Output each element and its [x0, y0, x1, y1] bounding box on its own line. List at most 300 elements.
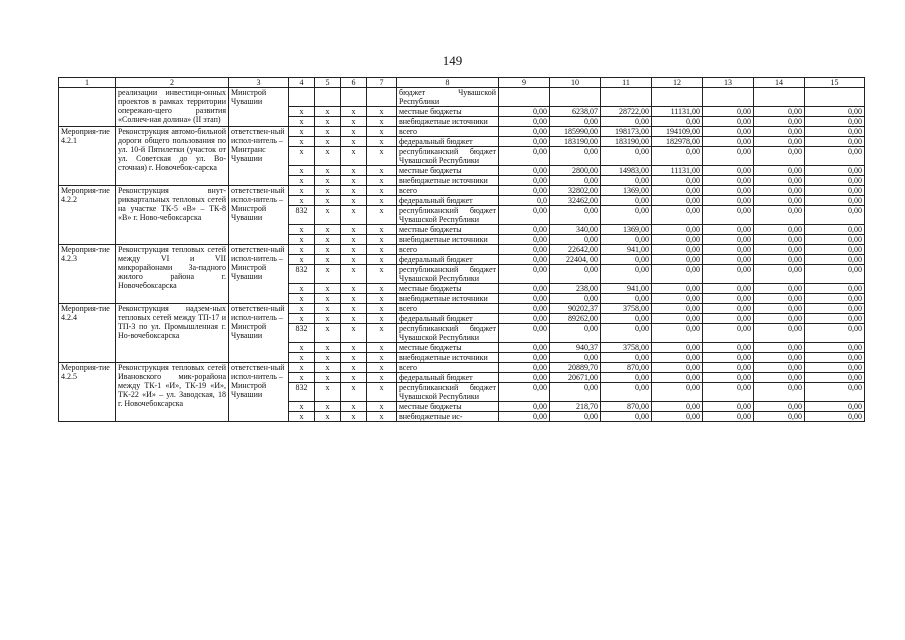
amount-cell: 0,00 [754, 107, 805, 117]
amount-cell: 0,00 [805, 255, 865, 265]
amount-cell: 14983,00 [601, 166, 652, 176]
budget-code-cell: x [367, 245, 397, 255]
amount-cell: 0,00 [703, 186, 754, 196]
budget-code-cell: x [341, 137, 367, 147]
amount-cell: 0,00 [703, 383, 754, 402]
budget-code-cell: x [315, 363, 341, 373]
amount-cell: 0,00 [601, 353, 652, 363]
amount-cell: 0,00 [754, 353, 805, 363]
budget-code-cell: x [341, 284, 367, 294]
budget-code-cell: x [315, 343, 341, 353]
budget-code-cell [315, 88, 341, 107]
amount-cell: 0,00 [805, 284, 865, 294]
amount-cell: 0,00 [703, 314, 754, 324]
amount-cell: 0,00 [754, 206, 805, 225]
budget-code-cell: x [341, 225, 367, 235]
amount-cell: 0,00 [754, 304, 805, 314]
amount-cell: 0,00 [601, 147, 652, 166]
amount-cell: 0,00 [499, 166, 550, 176]
budget-code-cell: x [289, 412, 315, 422]
amount-cell: 0,00 [703, 343, 754, 353]
amount-cell: 6238,07 [550, 107, 601, 117]
amount-cell: 0,00 [805, 324, 865, 343]
amount-cell: 0,00 [499, 324, 550, 343]
amount-cell: 0,00 [754, 147, 805, 166]
table-row [59, 127, 865, 137]
funding-source: республиканский бюджет Чувашской Республики [397, 265, 499, 284]
amount-cell: 32802,00 [550, 186, 601, 196]
budget-code-cell: x [367, 265, 397, 284]
amount-cell: 0,00 [499, 284, 550, 294]
amount-cell: 0,00 [652, 176, 703, 186]
measure-number: Мероприя-тие 4.2.3 [59, 245, 116, 304]
budget-code-cell: x [367, 383, 397, 402]
amount-cell: 0,00 [652, 255, 703, 265]
amount-cell: 0,00 [499, 127, 550, 137]
amount-cell: 0,00 [601, 235, 652, 245]
amount-cell: 0,00 [805, 235, 865, 245]
amount-cell: 0,00 [703, 363, 754, 373]
budget-code-cell: x [341, 304, 367, 314]
budget-code-cell: x [315, 206, 341, 225]
amount-cell: 11131,00 [652, 107, 703, 117]
budget-code-cell: x [315, 353, 341, 363]
amount-cell: 0,00 [703, 412, 754, 422]
amount-cell: 0,00 [652, 117, 703, 127]
amount-cell: 940,37 [550, 343, 601, 353]
amount-cell: 0,00 [754, 186, 805, 196]
amount-cell: 0,00 [703, 373, 754, 383]
funding-source: федеральный бюджет [397, 255, 499, 265]
amount-cell: 0,00 [499, 186, 550, 196]
amount-cell: 0,00 [703, 304, 754, 314]
amount-cell: 0,00 [805, 294, 865, 304]
budget-code-cell: x [315, 176, 341, 186]
funding-source: всего [397, 186, 499, 196]
amount-cell: 194109,00 [652, 127, 703, 137]
amount-cell: 0,00 [754, 314, 805, 324]
funding-source: федеральный бюджет [397, 373, 499, 383]
amount-cell: 0,00 [805, 383, 865, 402]
amount-cell: 0,00 [601, 373, 652, 383]
measure-number: Мероприя-тие 4.2.2 [59, 186, 116, 245]
table-row [59, 363, 865, 373]
budget-code-cell: x [289, 343, 315, 353]
budget-code-cell: x [367, 117, 397, 127]
budget-code-cell: x [315, 147, 341, 166]
amount-cell: 0,00 [601, 324, 652, 343]
amount-cell: 870,00 [601, 363, 652, 373]
amount-cell: 0,00 [805, 166, 865, 176]
column-number-cell: 14 [754, 78, 805, 88]
budget-code-cell: x [289, 373, 315, 383]
amount-cell: 198173,00 [601, 127, 652, 137]
budget-code-cell: x [341, 314, 367, 324]
budget-code-cell: x [289, 353, 315, 363]
amount-cell: 0,00 [550, 147, 601, 166]
budget-code-cell: x [289, 284, 315, 294]
amount-cell: 0,00 [499, 314, 550, 324]
amount-cell: 0,00 [499, 294, 550, 304]
budget-code-cell: x [315, 304, 341, 314]
amount-cell: 182978,00 [652, 137, 703, 147]
funding-source: местные бюджеты [397, 107, 499, 117]
amount-cell: 0,00 [805, 186, 865, 196]
responsible-executor: Минстрой Чувашии [229, 88, 289, 127]
column-number-cell: 7 [367, 78, 397, 88]
table-row [59, 88, 865, 107]
funding-source: республиканский бюджет Чувашской Республики [397, 324, 499, 343]
amount-cell: 185990,00 [550, 127, 601, 137]
amount-cell: 0,00 [550, 206, 601, 225]
amount-cell: 0,00 [601, 265, 652, 284]
measure-description: реализации инвестици-онных проектов в рамках территории опережаю-щего развития «Солнеч-ная долина» (II этап) [116, 88, 229, 127]
amount-cell: 0,00 [499, 373, 550, 383]
amount-cell: 0,00 [703, 284, 754, 294]
amount-cell: 183190,00 [550, 137, 601, 147]
amount-cell: 0,00 [703, 176, 754, 186]
amount-cell: 0,00 [550, 176, 601, 186]
amount-cell: 0,00 [499, 402, 550, 412]
amount-cell: 0,00 [550, 383, 601, 402]
budget-code-cell: x [341, 294, 367, 304]
column-number-cell: 10 [550, 78, 601, 88]
amount-cell: 0,00 [703, 353, 754, 363]
amount-cell: 0,00 [754, 245, 805, 255]
amount-cell: 0,00 [754, 383, 805, 402]
budget-code-cell: x [367, 147, 397, 166]
amount-cell: 0,00 [550, 265, 601, 284]
budget-code-cell: x [341, 196, 367, 206]
amount-cell: 0,0 [499, 196, 550, 206]
budget-code-cell: x [315, 235, 341, 245]
budget-code-cell: x [289, 117, 315, 127]
budget-code-cell: x [341, 255, 367, 265]
amount-cell: 0,00 [652, 373, 703, 383]
budget-code-cell: x [367, 225, 397, 235]
amount-cell: 0,00 [805, 363, 865, 373]
amount-cell: 0,00 [754, 402, 805, 412]
measure-description: Реконструкция тепловых сетей Ивановского мик-рорайона между ТК-1 «И», ТК-19 «И», ТК-22 «И» – ул. Заводская, 18 г. Новочебоксарска [116, 363, 229, 422]
amount-cell: 0,00 [499, 245, 550, 255]
budget-table [58, 77, 865, 422]
column-number-cell: 12 [652, 78, 703, 88]
budget-code-cell: x [367, 186, 397, 196]
amount-cell: 0,00 [652, 412, 703, 422]
amount-cell: 90202,37 [550, 304, 601, 314]
amount-cell: 0,00 [754, 166, 805, 176]
budget-code-cell: x [341, 353, 367, 363]
budget-code-cell: x [367, 196, 397, 206]
amount-cell: 22642,00 [550, 245, 601, 255]
column-number-cell: 1 [59, 78, 116, 88]
amount-cell: 0,00 [703, 127, 754, 137]
amount-cell: 0,00 [805, 373, 865, 383]
amount-cell: 0,00 [652, 314, 703, 324]
amount-cell: 0,00 [652, 294, 703, 304]
amount-cell: 0,00 [601, 412, 652, 422]
budget-code-cell: x [367, 412, 397, 422]
measure-description: Реконструкция надзем-ных тепловых сетей между ТП-17 и ТП-3 по ул. Промышленная г. Но-вочебоксарска [116, 304, 229, 363]
funding-source: федеральный бюджет [397, 196, 499, 206]
measure-number: Мероприя-тие 4.2.5 [59, 363, 116, 422]
column-number-cell: 15 [805, 78, 865, 88]
amount-cell: 0,00 [550, 117, 601, 127]
amount-cell: 0,00 [754, 127, 805, 137]
budget-code-cell: x [367, 402, 397, 412]
budget-code-cell: x [315, 137, 341, 147]
amount-cell: 0,00 [703, 265, 754, 284]
funding-source: федеральный бюджет [397, 314, 499, 324]
amount-cell: 89262,00 [550, 314, 601, 324]
column-number-cell: 11 [601, 78, 652, 88]
table-row [59, 186, 865, 196]
amount-cell: 0,00 [805, 353, 865, 363]
budget-code-cell: x [341, 265, 367, 284]
budget-code-cell: x [367, 373, 397, 383]
budget-code-cell: x [367, 324, 397, 343]
budget-code-cell: x [315, 265, 341, 284]
funding-source: внебюджетные ис- [397, 412, 499, 422]
amount-cell: 0,00 [703, 245, 754, 255]
column-number-cell: 2 [116, 78, 229, 88]
amount-cell [550, 88, 601, 107]
amount-cell: 0,00 [652, 304, 703, 314]
funding-source: федеральный бюджет [397, 137, 499, 147]
amount-cell: 0,00 [703, 107, 754, 117]
amount-cell: 0,00 [550, 353, 601, 363]
budget-code-cell: x [341, 412, 367, 422]
budget-code-cell: x [315, 117, 341, 127]
amount-cell: 3758,00 [601, 343, 652, 353]
funding-source: бюджет Чувашской Республики [397, 88, 499, 107]
amount-cell: 0,00 [805, 304, 865, 314]
funding-source: внебюджетные источники [397, 235, 499, 245]
amount-cell: 0,00 [652, 324, 703, 343]
amount-cell: 0,00 [754, 176, 805, 186]
measure-number [59, 88, 116, 127]
funding-source: республиканский бюджет Чувашской Республики [397, 383, 499, 402]
amount-cell: 0,00 [499, 255, 550, 265]
amount-cell: 0,00 [754, 137, 805, 147]
budget-code-cell: x [289, 186, 315, 196]
amount-cell: 0,00 [703, 225, 754, 235]
budget-code-cell: x [341, 107, 367, 117]
amount-cell: 0,00 [805, 176, 865, 186]
responsible-executor: ответствен-ный испол-нитель – Минстрой Чувашии [229, 245, 289, 304]
amount-cell: 0,00 [499, 353, 550, 363]
amount-cell: 0,00 [652, 245, 703, 255]
budget-code-cell: x [315, 412, 341, 422]
budget-code-cell: x [315, 255, 341, 265]
responsible-executor: ответствен-ный испол-нитель – Минтранс Чувашии [229, 127, 289, 186]
budget-code-cell: x [315, 284, 341, 294]
budget-code-cell: x [289, 147, 315, 166]
budget-code-cell: x [289, 402, 315, 412]
measure-description: Реконструкция автомо-бильной дороги общего пользования по ул. 10-й Пятилетки (участок от ул. Советская до ул. Во-сточная) г. Новочебок-сарска [116, 127, 229, 186]
amount-cell: 0,00 [805, 196, 865, 206]
measure-description: Реконструкция внут-риквартальных тепловых сетей на участке ТК-5 «В» – ТК-8 «В» г. Ново-чебоксарска [116, 186, 229, 245]
amount-cell [754, 88, 805, 107]
budget-code-cell: x [341, 206, 367, 225]
budget-code-cell: x [289, 166, 315, 176]
budget-code-cell: x [367, 304, 397, 314]
budget-code-cell: x [289, 137, 315, 147]
budget-code-cell [289, 88, 315, 107]
amount-cell: 0,00 [703, 147, 754, 166]
amount-cell: 0,00 [652, 186, 703, 196]
budget-code-cell: x [315, 107, 341, 117]
funding-source: внебюджетные источники [397, 294, 499, 304]
budget-code-cell: 832 [289, 324, 315, 343]
budget-code-cell: x [367, 235, 397, 245]
table-row [59, 245, 865, 255]
amount-cell: 32462,00 [550, 196, 601, 206]
amount-cell: 22404, 00 [550, 255, 601, 265]
amount-cell: 0,00 [499, 343, 550, 353]
amount-cell: 0,00 [550, 294, 601, 304]
budget-code-cell: x [367, 166, 397, 176]
amount-cell: 0,00 [754, 117, 805, 127]
amount-cell [805, 88, 865, 107]
amount-cell: 0,00 [703, 294, 754, 304]
budget-code-cell: x [341, 402, 367, 412]
amount-cell: 0,00 [499, 206, 550, 225]
budget-code-cell: x [341, 235, 367, 245]
amount-cell: 0,00 [754, 294, 805, 304]
funding-source: внебюджетные источники [397, 117, 499, 127]
amount-cell [499, 88, 550, 107]
budget-code-cell: x [315, 166, 341, 176]
amount-cell: 0,00 [703, 324, 754, 343]
column-number-cell: 6 [341, 78, 367, 88]
budget-code-cell: x [289, 314, 315, 324]
amount-cell: 0,00 [652, 265, 703, 284]
budget-code-cell: x [289, 363, 315, 373]
amount-cell: 0,00 [499, 235, 550, 245]
budget-code-cell [341, 88, 367, 107]
funding-source: местные бюджеты [397, 343, 499, 353]
amount-cell: 1369,00 [601, 186, 652, 196]
budget-code-cell: x [341, 373, 367, 383]
column-number-cell: 9 [499, 78, 550, 88]
amount-cell: 0,00 [652, 196, 703, 206]
amount-cell: 0,00 [601, 206, 652, 225]
amount-cell: 0,00 [652, 206, 703, 225]
budget-code-cell: x [289, 255, 315, 265]
budget-code-cell: x [315, 294, 341, 304]
amount-cell: 0,00 [703, 206, 754, 225]
column-number-cell: 8 [397, 78, 499, 88]
amount-cell: 0,00 [499, 363, 550, 373]
amount-cell: 0,00 [754, 255, 805, 265]
budget-code-cell: x [367, 127, 397, 137]
measure-description: Реконструкция тепловых сетей между VI и VII микрорайонами За-падного жилого района г. Новочебоксарска [116, 245, 229, 304]
budget-code-cell: x [341, 324, 367, 343]
funding-source: республиканский бюджет Чувашской Республики [397, 206, 499, 225]
amount-cell: 0,00 [499, 117, 550, 127]
budget-code-cell: x [289, 176, 315, 186]
funding-source: местные бюджеты [397, 225, 499, 235]
amount-cell: 0,00 [550, 412, 601, 422]
budget-code-cell: x [367, 284, 397, 294]
page-number: 149 [442, 53, 463, 68]
amount-cell: 0,00 [550, 324, 601, 343]
amount-cell: 0,00 [805, 412, 865, 422]
funding-source: всего [397, 127, 499, 137]
column-number-row [59, 78, 865, 88]
amount-cell: 0,00 [805, 245, 865, 255]
budget-code-cell: x [367, 353, 397, 363]
amount-cell: 0,00 [499, 137, 550, 147]
measure-number: Мероприя-тие 4.2.4 [59, 304, 116, 363]
budget-code-cell: x [315, 245, 341, 255]
budget-code-cell: x [315, 196, 341, 206]
amount-cell: 340,00 [550, 225, 601, 235]
amount-cell: 0,00 [652, 402, 703, 412]
amount-cell: 0,00 [499, 147, 550, 166]
column-number-cell: 13 [703, 78, 754, 88]
amount-cell: 0,00 [499, 304, 550, 314]
budget-code-cell: x [341, 127, 367, 137]
amount-cell: 0,00 [805, 117, 865, 127]
table-row [59, 304, 865, 314]
amount-cell: 3758,00 [601, 304, 652, 314]
amount-cell: 0,00 [805, 206, 865, 225]
amount-cell: 0,00 [805, 107, 865, 117]
budget-code-cell: x [315, 225, 341, 235]
budget-code-cell: x [367, 137, 397, 147]
funding-source: местные бюджеты [397, 284, 499, 294]
budget-code-cell: x [367, 107, 397, 117]
budget-code-cell: x [341, 245, 367, 255]
amount-cell: 0,00 [805, 225, 865, 235]
funding-source: всего [397, 304, 499, 314]
funding-source: всего [397, 363, 499, 373]
amount-cell: 870,00 [601, 402, 652, 412]
budget-code-cell: x [367, 294, 397, 304]
amount-cell: 0,00 [499, 265, 550, 284]
budget-code-cell: x [289, 294, 315, 304]
budget-code-cell: x [341, 383, 367, 402]
budget-code-cell: x [341, 363, 367, 373]
budget-code-cell: x [289, 225, 315, 235]
amount-cell: 238,00 [550, 284, 601, 294]
amount-cell: 0,00 [754, 412, 805, 422]
amount-cell: 0,00 [652, 363, 703, 373]
budget-code-cell: 832 [289, 265, 315, 284]
budget-code-cell: x [341, 166, 367, 176]
budget-code-cell: x [367, 343, 397, 353]
amount-cell: 218,70 [550, 402, 601, 412]
amount-cell [703, 88, 754, 107]
budget-code-cell: x [315, 186, 341, 196]
amount-cell: 0,00 [601, 176, 652, 186]
amount-cell: 0,00 [754, 373, 805, 383]
amount-cell: 0,00 [703, 402, 754, 412]
budget-code-cell: x [341, 147, 367, 166]
amount-cell: 0,00 [805, 265, 865, 284]
budget-code-cell: x [367, 363, 397, 373]
column-number-cell: 4 [289, 78, 315, 88]
budget-code-cell: 832 [289, 383, 315, 402]
amount-cell: 0,00 [805, 137, 865, 147]
amount-cell: 0,00 [754, 225, 805, 235]
funding-source: республиканский бюджет Чувашской Республики [397, 147, 499, 166]
budget-code-cell: x [315, 383, 341, 402]
amount-cell: 941,00 [601, 245, 652, 255]
amount-cell: 0,00 [703, 255, 754, 265]
